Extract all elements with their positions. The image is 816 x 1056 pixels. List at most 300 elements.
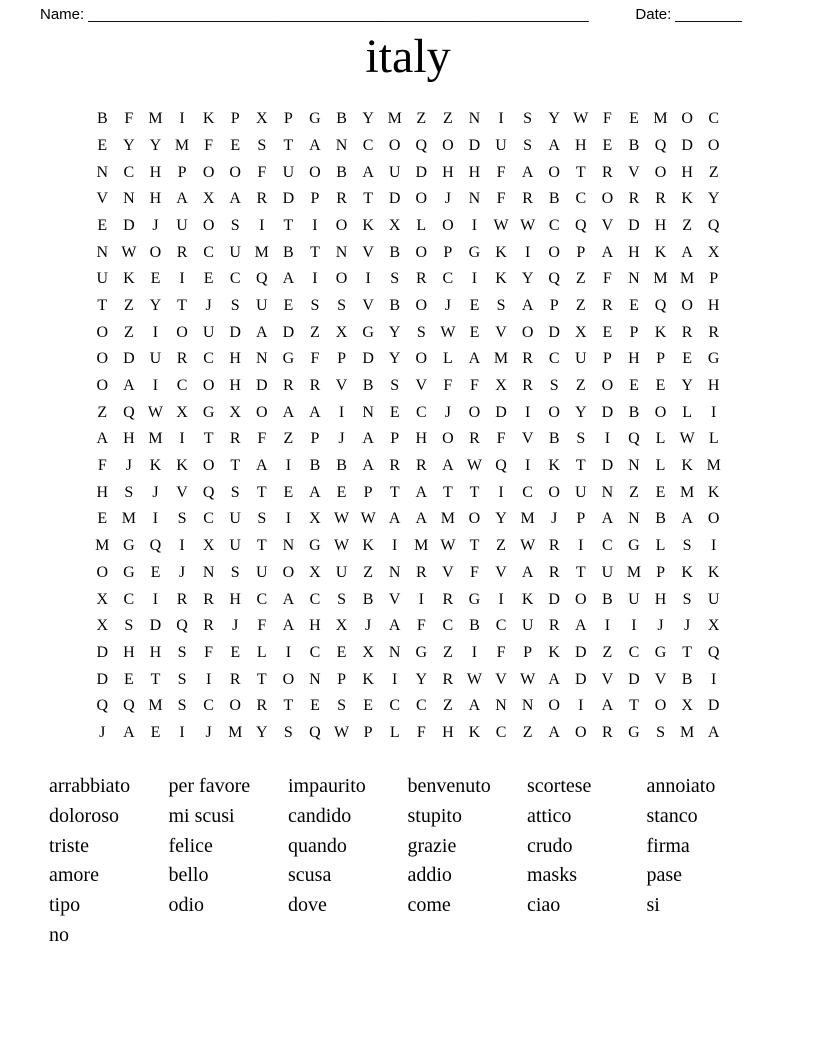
grid-cell: Z: [123, 296, 134, 314]
date-field: [635, 6, 742, 23]
grid-cell: K: [362, 216, 374, 234]
grid-cell: R: [602, 723, 613, 741]
grid-cell: O: [309, 163, 321, 181]
grid-cell: J: [444, 403, 451, 421]
grid-cell: V: [628, 163, 640, 181]
grid-cell: F: [602, 270, 612, 288]
grid-cell: A: [575, 617, 587, 635]
grid-cell: L: [256, 643, 267, 661]
grid-cell: H: [229, 590, 241, 608]
grid-cell: O: [575, 590, 587, 608]
grid-cell: G: [309, 537, 321, 555]
word-item: addio: [407, 864, 452, 887]
grid-cell: D: [362, 350, 374, 368]
grid-cell: O: [468, 403, 481, 421]
grid-cell: S: [416, 323, 426, 341]
grid-cell: L: [655, 457, 666, 475]
grid-cell: D: [123, 216, 135, 234]
grid-cell: H: [654, 590, 667, 608]
grid-cell: Z: [708, 163, 719, 181]
grid-cell: A: [282, 617, 295, 635]
grid-cell: W: [466, 670, 482, 688]
grid-cell: P: [390, 430, 400, 448]
grid-cell: I: [179, 270, 185, 288]
grid-cell: A: [256, 323, 268, 341]
grid-cell: C: [442, 270, 454, 288]
grid-cell: E: [310, 697, 320, 715]
word-item: tipo: [49, 894, 81, 917]
grid-cell: M: [653, 110, 668, 128]
grid-cell: Z: [442, 643, 453, 661]
grid-cell: J: [178, 563, 186, 581]
grid-cell: N: [495, 697, 507, 715]
grid-cell: A: [521, 563, 534, 581]
grid-cell: E: [469, 296, 480, 314]
grid-cell: W: [520, 216, 536, 234]
grid-cell: M: [414, 537, 429, 555]
grid-cell: I: [711, 537, 717, 555]
grid-cell: K: [681, 190, 693, 208]
grid-cell: N: [601, 483, 614, 501]
grid-cell: K: [202, 110, 215, 128]
grid-cell: D: [681, 136, 693, 154]
grid-cell: M: [706, 457, 721, 475]
grid-cell: I: [711, 670, 717, 688]
grid-cell: P: [602, 350, 612, 368]
grid-cell: A: [601, 510, 614, 528]
grid-cell: K: [123, 270, 135, 288]
grid-cell: G: [707, 350, 720, 368]
grid-cell: A: [548, 670, 560, 688]
grid-cell: D: [628, 216, 640, 234]
grid-cell: R: [415, 457, 427, 475]
grid-cell: H: [149, 163, 162, 181]
grid-cell: D: [256, 377, 268, 395]
grid-cell: P: [656, 563, 665, 581]
grid-cell: L: [442, 350, 453, 368]
grid-cell: I: [312, 216, 318, 234]
grid-cell: M: [387, 110, 402, 128]
grid-cell: A: [123, 723, 135, 741]
grid-cell: S: [230, 216, 240, 234]
grid-cell: I: [285, 457, 292, 475]
grid-cell: A: [548, 723, 560, 741]
grid-cell: U: [707, 590, 720, 608]
word-item: stanco: [646, 805, 698, 827]
grid-cell: U: [202, 323, 215, 341]
grid-cell: E: [230, 643, 241, 661]
grid-cell: M: [680, 483, 695, 501]
grid-cell: K: [362, 537, 374, 555]
word-list-column: [288, 772, 408, 950]
grid-cell: E: [150, 270, 161, 288]
name-label: Name:: [40, 6, 85, 23]
grid-cell: R: [602, 296, 613, 314]
grid-cell: P: [443, 243, 453, 261]
word-item: per favore: [168, 775, 251, 798]
grid-cell: Y: [362, 110, 374, 128]
grid-cell: E: [150, 723, 161, 741]
grid-cell: O: [521, 323, 534, 341]
grid-cell: K: [707, 483, 720, 501]
grid-cell: M: [680, 270, 695, 288]
grid-cell: N: [335, 243, 348, 261]
word-search-grid: [89, 106, 727, 747]
grid-cell: Z: [123, 323, 134, 341]
grid-cell: I: [498, 110, 504, 128]
word-item: arrabbiato: [49, 775, 131, 798]
grid-cell: Q: [202, 483, 215, 501]
grid-cell: O: [415, 296, 428, 314]
word-item: attico: [527, 805, 572, 827]
grid-cell: M: [148, 110, 163, 128]
grid-cell: D: [123, 350, 135, 368]
grid-cell: Z: [602, 643, 613, 661]
grid-cell: A: [601, 697, 614, 715]
grid-cell: S: [549, 377, 559, 395]
grid-cell: C: [256, 590, 268, 608]
grid-cell: S: [390, 377, 400, 395]
grid-cell: O: [707, 510, 720, 528]
grid-cell: X: [96, 590, 109, 608]
grid-cell: W: [679, 430, 695, 448]
grid-cell: F: [257, 430, 267, 448]
grid-cell: Q: [149, 537, 162, 555]
grid-cell: J: [232, 617, 239, 635]
grid-cell: H: [415, 430, 428, 448]
grid-cell: N: [521, 697, 534, 715]
grid-cell: N: [628, 270, 640, 288]
grid-cell: F: [602, 110, 612, 128]
grid-cell: O: [681, 296, 693, 314]
grid-cell: Q: [575, 216, 587, 234]
grid-cell: K: [681, 457, 693, 475]
grid-cell: S: [523, 136, 533, 154]
grid-cell: F: [443, 377, 453, 395]
grid-cell: R: [442, 590, 454, 608]
grid-cell: A: [176, 190, 188, 208]
grid-cell: A: [681, 510, 693, 528]
grid-cell: Y: [495, 510, 507, 528]
grid-cell: J: [684, 617, 691, 635]
grid-cell: J: [152, 483, 159, 501]
grid-cell: H: [442, 723, 454, 741]
grid-cell: A: [309, 403, 321, 421]
grid-cell: A: [123, 377, 135, 395]
grid-cell: R: [229, 670, 241, 688]
word-item: come: [407, 894, 451, 917]
grid-cell: C: [415, 403, 427, 421]
grid-cell: P: [576, 510, 586, 528]
grid-cell: C: [362, 136, 374, 154]
grid-cell: C: [442, 617, 454, 635]
grid-cell: T: [575, 457, 586, 475]
grid-cell: O: [202, 377, 215, 395]
grid-cell: P: [656, 350, 665, 368]
grid-cell: E: [602, 136, 613, 154]
grid-cell: B: [283, 243, 294, 261]
grid-cell: H: [468, 163, 481, 181]
grid-cell: G: [654, 643, 667, 661]
grid-cell: O: [548, 697, 560, 715]
grid-cell: U: [149, 350, 162, 368]
grid-cell: E: [602, 323, 613, 341]
grid-cell: N: [282, 537, 295, 555]
grid-cell: V: [388, 590, 401, 608]
grid-cell: J: [365, 617, 372, 635]
grid-cell: I: [179, 537, 185, 555]
grid-cell: J: [657, 617, 664, 635]
grid-cell: I: [179, 723, 185, 741]
grid-cell: W: [333, 510, 350, 528]
grid-cell: U: [495, 136, 507, 154]
grid-cell: G: [628, 537, 640, 555]
grid-cell: F: [124, 110, 134, 128]
grid-cell: X: [707, 617, 720, 635]
grid-cell: J: [444, 190, 451, 208]
name-field: [40, 6, 589, 23]
grid-cell: T: [256, 483, 267, 501]
grid-cell: A: [362, 430, 374, 448]
grid-cell: O: [202, 163, 215, 181]
grid-cell: A: [309, 483, 321, 501]
grid-cell: J: [99, 723, 106, 741]
grid-cell: T: [256, 537, 267, 555]
grid-cell: O: [388, 136, 401, 154]
grid-cell: F: [416, 617, 426, 635]
grid-cell: B: [602, 590, 613, 608]
grid-cell: Y: [388, 323, 401, 341]
grid-cell: K: [548, 457, 560, 475]
grid-cell: S: [656, 723, 665, 741]
grid-cell: K: [681, 563, 693, 581]
grid-cell: T: [150, 670, 161, 688]
grid-cell: M: [228, 723, 243, 741]
grid-cell: R: [283, 377, 294, 395]
grid-cell: S: [177, 697, 187, 715]
grid-cell: C: [309, 590, 321, 608]
grid-cell: I: [365, 270, 371, 288]
grid-cell: R: [176, 590, 188, 608]
grid-cell: D: [548, 590, 560, 608]
grid-cell: B: [548, 190, 560, 208]
grid-cell: U: [575, 483, 587, 501]
word-item: impaurito: [288, 775, 366, 798]
grid-cell: C: [203, 243, 214, 261]
grid-cell: K: [362, 670, 374, 688]
grid-cell: B: [96, 110, 108, 128]
grid-cell: X: [681, 697, 693, 715]
grid-cell: W: [520, 670, 536, 688]
grid-cell: D: [282, 323, 295, 341]
grid-cell: W: [520, 537, 536, 555]
grid-cell: K: [468, 723, 481, 741]
grid-cell: I: [471, 270, 478, 288]
grid-cell: D: [601, 457, 614, 475]
grid-cell: I: [498, 483, 504, 501]
grid-cell: R: [176, 350, 188, 368]
grid-cell: O: [256, 403, 268, 421]
grid-cell: W: [121, 243, 137, 261]
grid-cell: B: [362, 377, 374, 395]
grid-cell: S: [337, 296, 346, 314]
grid-cell: I: [498, 590, 504, 608]
grid-cell: E: [283, 483, 294, 501]
grid-cell: C: [495, 617, 507, 635]
grid-cell: S: [337, 697, 346, 715]
word-list-column: [169, 772, 289, 950]
grid-cell: O: [415, 190, 428, 208]
grid-cell: D: [96, 670, 109, 688]
grid-cell: K: [654, 323, 667, 341]
grid-cell: I: [524, 403, 531, 421]
grid-cell: S: [576, 430, 586, 448]
grid-cell: P: [709, 270, 719, 288]
grid-cell: A: [521, 163, 534, 181]
grid-cell: O: [202, 457, 215, 475]
grid-cell: R: [469, 430, 480, 448]
word-item: benvenuto: [407, 775, 491, 798]
grid-cell: R: [548, 537, 560, 555]
grid-cell: E: [655, 377, 666, 395]
grid-cell: T: [310, 243, 320, 261]
grid-cell: H: [229, 377, 241, 395]
grid-cell: D: [229, 323, 241, 341]
grid-cell: F: [470, 563, 479, 581]
grid-cell: X: [495, 377, 507, 395]
grid-cell: O: [548, 163, 560, 181]
grid-cell: W: [440, 537, 456, 555]
grid-cell: I: [631, 617, 637, 635]
grid-cell: R: [415, 270, 427, 288]
word-item: felice: [168, 834, 213, 857]
grid-cell: E: [629, 296, 639, 314]
grid-cell: T: [363, 190, 373, 208]
grid-cell: D: [548, 323, 560, 341]
grid-cell: P: [177, 163, 187, 181]
grid-cell: T: [442, 483, 453, 501]
grid-cell: X: [335, 617, 348, 635]
grid-cell: K: [654, 243, 667, 261]
word-item: pase: [646, 864, 683, 887]
grid-cell: J: [444, 296, 451, 314]
grid-cell: S: [257, 136, 267, 154]
grid-cell: H: [123, 643, 135, 661]
grid-cell: Y: [149, 296, 162, 314]
grid-cell: A: [96, 430, 109, 448]
grid-cell: O: [96, 323, 109, 341]
grid-cell: O: [96, 377, 109, 395]
grid-cell: M: [493, 350, 509, 368]
grid-cell: O: [601, 377, 614, 395]
grid-cell: N: [468, 190, 481, 208]
grid-cell: I: [578, 697, 584, 715]
grid-cell: A: [521, 296, 534, 314]
word-item: quando: [288, 834, 347, 857]
grid-cell: O: [681, 110, 693, 128]
grid-cell: J: [205, 296, 212, 314]
grid-cell: F: [416, 723, 426, 741]
grid-cell: U: [256, 296, 268, 314]
grid-cell: C: [602, 537, 613, 555]
grid-cell: O: [575, 723, 587, 741]
grid-cell: P: [230, 110, 240, 128]
grid-cell: Y: [548, 110, 560, 128]
grid-cell: M: [148, 430, 163, 448]
grid-cell: W: [493, 216, 509, 234]
word-item: scortese: [527, 775, 592, 798]
grid-cell: Z: [283, 430, 294, 448]
grid-cell: V: [442, 563, 454, 581]
word-item: no: [49, 923, 69, 946]
word-item: ciao: [527, 894, 561, 917]
grid-cell: O: [601, 190, 614, 208]
grid-cell: S: [682, 537, 692, 555]
grid-cell: R: [522, 190, 533, 208]
grid-cell: K: [495, 270, 507, 288]
grid-cell: X: [309, 563, 321, 581]
grid-cell: J: [551, 510, 558, 528]
grid-cell: A: [601, 243, 614, 261]
grid-cell: Q: [707, 643, 720, 661]
grid-cell: D: [601, 403, 614, 421]
grid-cell: E: [629, 377, 639, 395]
puzzle-title: italy: [365, 30, 451, 83]
grid-cell: G: [123, 537, 135, 555]
grid-cell: R: [309, 377, 321, 395]
grid-cell: G: [628, 723, 640, 741]
grid-cell: P: [310, 190, 320, 208]
grid-cell: R: [628, 190, 640, 208]
grid-cell: Y: [256, 723, 268, 741]
word-list-column: [527, 772, 647, 950]
grid-cell: Z: [310, 323, 320, 341]
grid-cell: V: [362, 296, 374, 314]
grid-cell: F: [496, 190, 506, 208]
grid-cell: S: [390, 270, 400, 288]
grid-cell: S: [496, 296, 506, 314]
grid-cell: N: [202, 563, 215, 581]
grid-cell: C: [123, 163, 135, 181]
grid-cell: O: [548, 243, 560, 261]
grid-cell: Z: [629, 483, 639, 501]
grid-cell: M: [121, 510, 136, 528]
grid-cell: E: [150, 563, 161, 581]
grid-cell: G: [202, 403, 215, 421]
grid-cell: C: [628, 643, 640, 661]
grid-cell: X: [362, 643, 374, 661]
grid-cell: V: [362, 243, 374, 261]
grid-cell: Z: [363, 563, 373, 581]
grid-cell: D: [575, 643, 587, 661]
grid-cell: W: [573, 110, 589, 128]
grid-cell: N: [468, 110, 481, 128]
grid-cell: K: [548, 643, 560, 661]
grid-cell: A: [362, 457, 374, 475]
grid-cell: S: [337, 590, 346, 608]
grid-cell: Q: [96, 697, 109, 715]
grid-cell: Q: [707, 216, 720, 234]
grid-cell: E: [336, 483, 347, 501]
grid-cell: O: [229, 163, 241, 181]
grid-cell: H: [575, 136, 587, 154]
grid-cell: N: [628, 510, 640, 528]
grid-cell: T: [469, 483, 480, 501]
grid-cell: Z: [682, 216, 692, 234]
word-item: firma: [646, 834, 690, 857]
grid-cell: F: [496, 430, 506, 448]
grid-cell: C: [203, 697, 214, 715]
